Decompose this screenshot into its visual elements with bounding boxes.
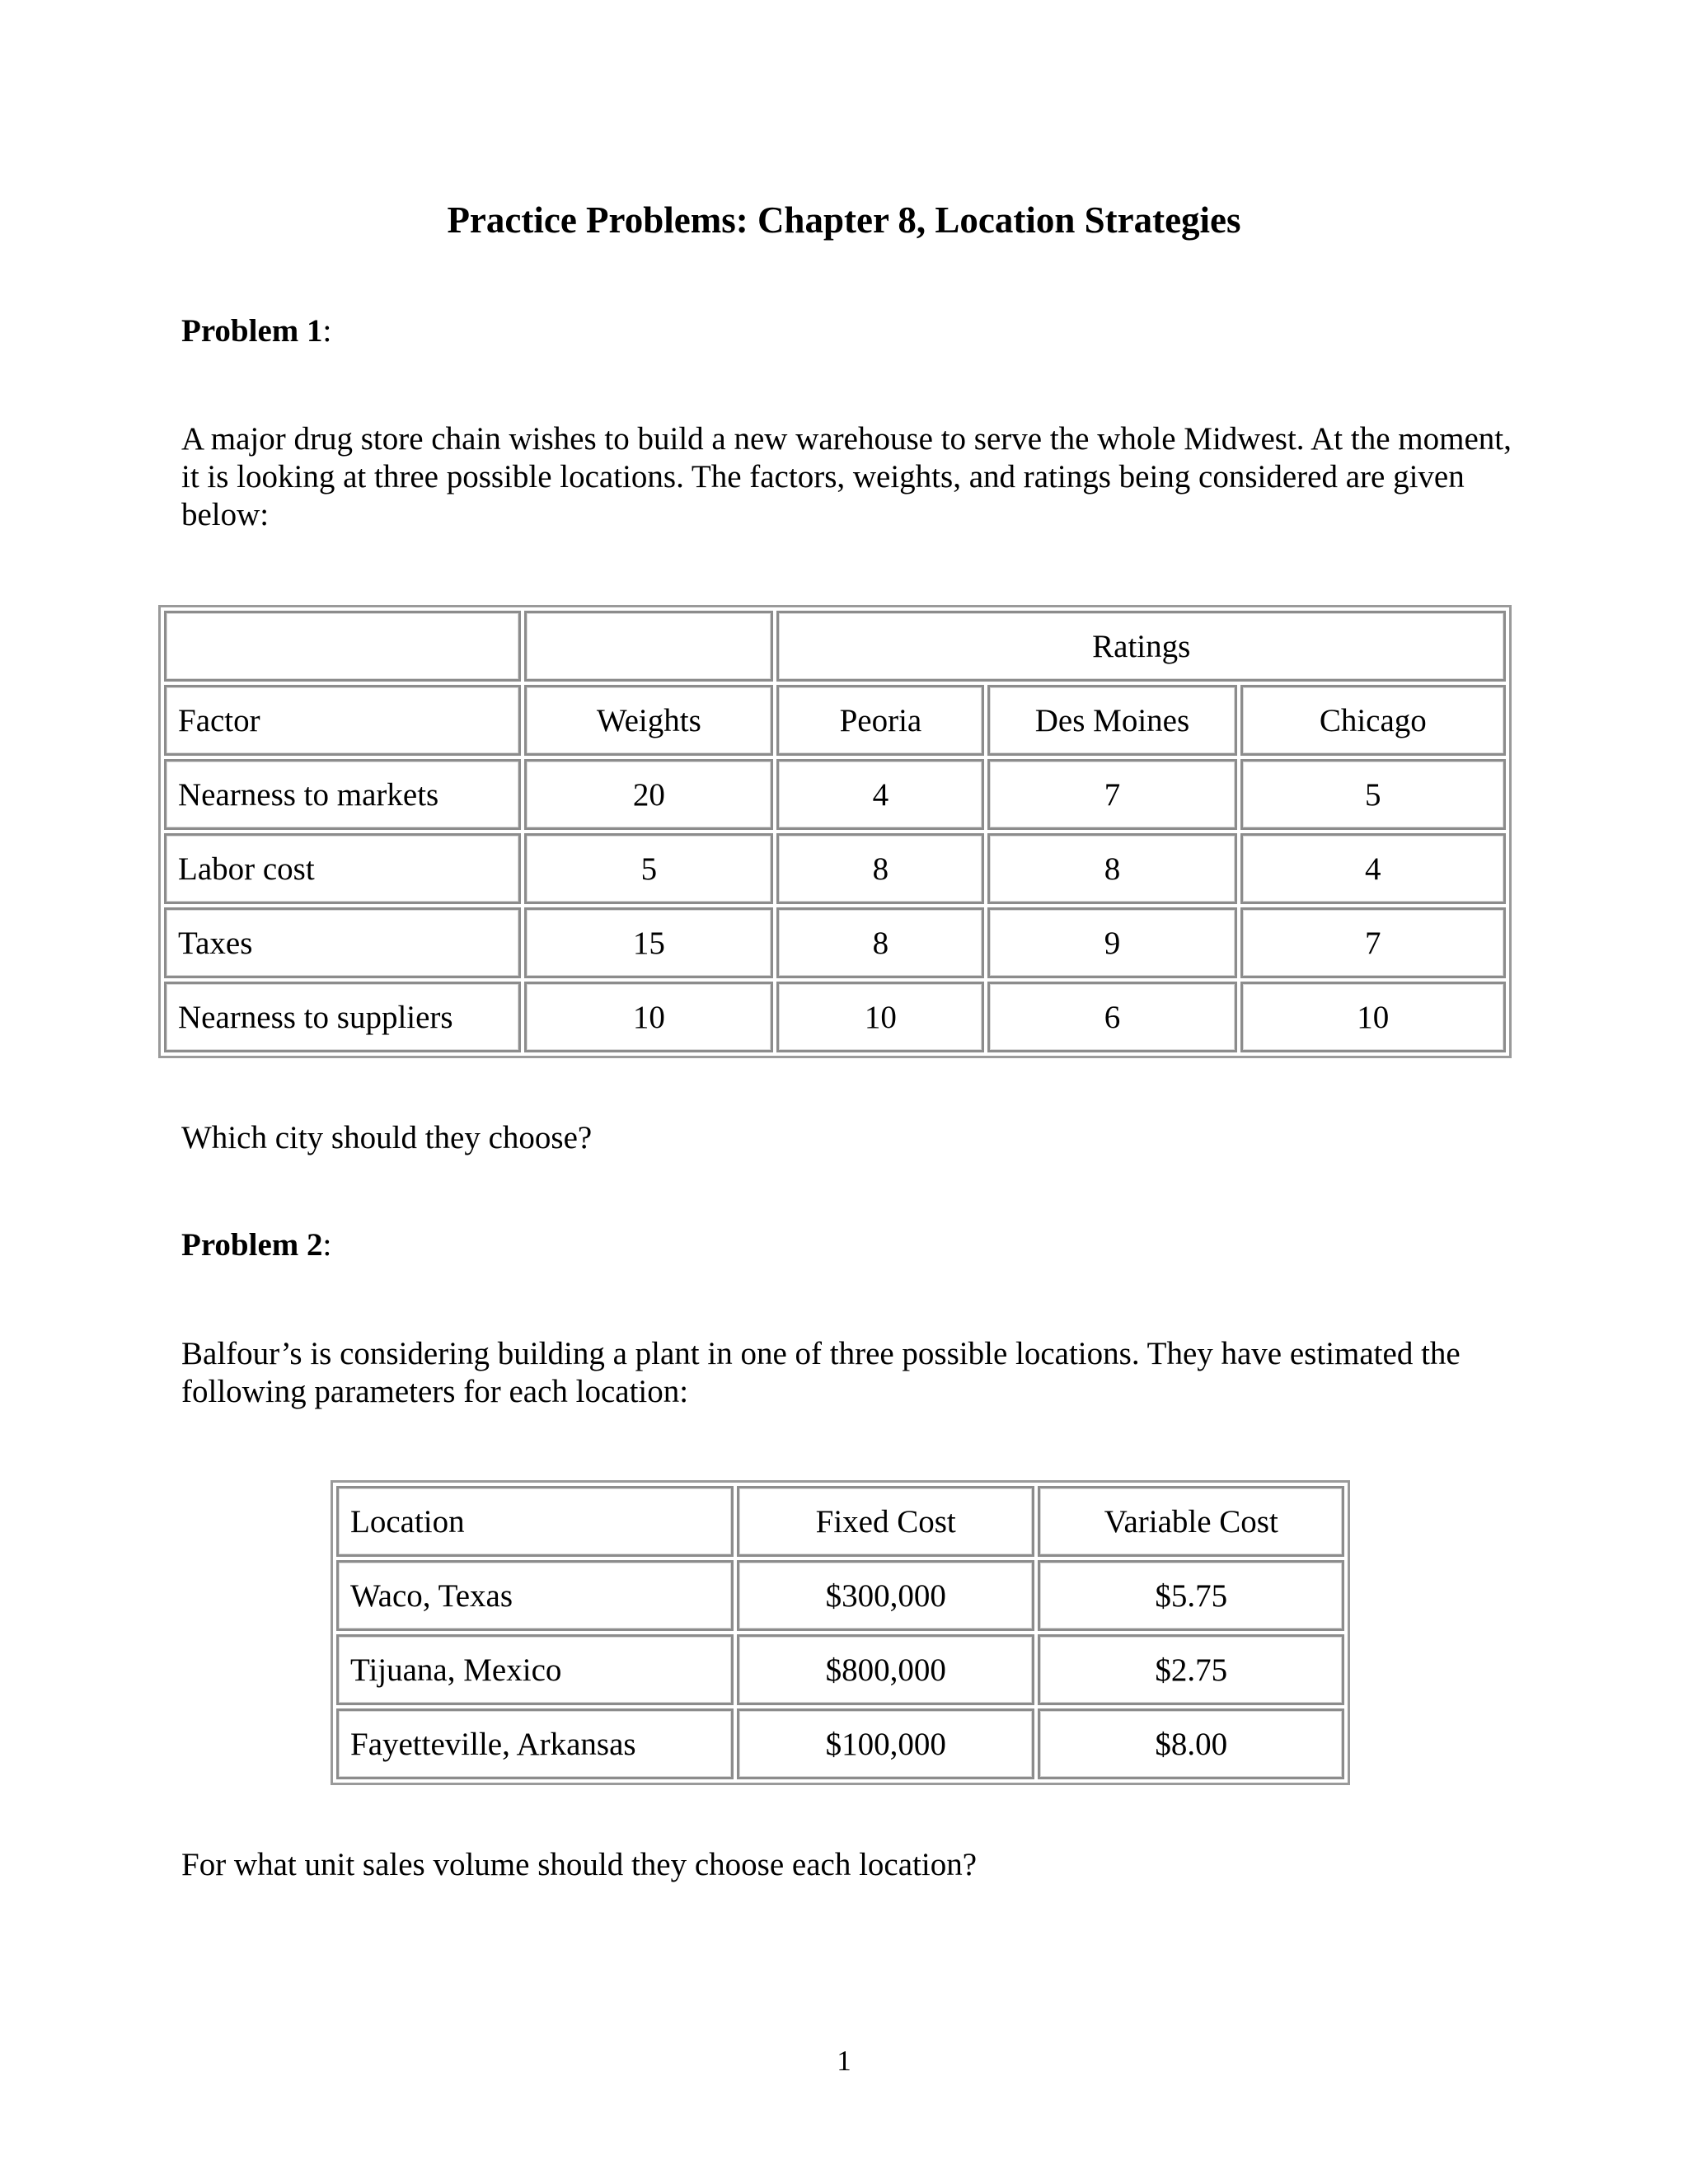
location-cell: Waco, Texas <box>336 1560 734 1631</box>
factor-cell: Nearness to markets <box>164 759 521 830</box>
problem-1-question: Which city should they choose? <box>181 1120 593 1155</box>
table-row <box>164 759 1506 830</box>
rating-cell: 10 <box>1240 982 1506 1052</box>
weight-cell: 5 <box>524 833 773 904</box>
empty-header-cell <box>524 611 773 682</box>
problem-2-label: Problem 2 <box>181 1227 323 1263</box>
rating-cell: 4 <box>1240 833 1506 904</box>
header-weights: Weights <box>524 685 773 756</box>
page-title: Practice Problems: Chapter 8, Location Strategies <box>447 199 1241 241</box>
rating-cell: 8 <box>776 907 984 978</box>
variable-cost-cell: $2.75 <box>1038 1634 1344 1705</box>
weight-cell: 15 <box>524 907 773 978</box>
weight-cell: 20 <box>524 759 773 830</box>
table-row <box>336 1634 1344 1705</box>
location-cell: Fayetteville, Arkansas <box>336 1708 734 1779</box>
header-des-moines: Des Moines <box>987 685 1236 756</box>
fixed-cost-cell: $300,000 <box>737 1560 1034 1631</box>
rating-cell: 4 <box>776 759 984 830</box>
table-row <box>164 833 1506 904</box>
problem-1-heading <box>181 311 331 352</box>
rating-cell: 9 <box>987 907 1236 978</box>
header-chicago: Chicago <box>1240 685 1506 756</box>
rating-cell: 8 <box>776 833 984 904</box>
rating-cell: 10 <box>776 982 984 1052</box>
weight-cell: 10 <box>524 982 773 1052</box>
header-fixed-cost: Fixed Cost <box>737 1486 1034 1557</box>
rating-cell: 5 <box>1240 759 1506 830</box>
problem-2-intro: Balfour’s is considering building a plant in one of three possible locations. They have estimated the following parameters for each location: <box>181 1336 1461 1409</box>
rating-cell: 8 <box>987 833 1236 904</box>
fixed-cost-cell: $100,000 <box>737 1708 1034 1779</box>
header-factor: Factor <box>164 685 521 756</box>
problem-1-colon: : <box>322 313 332 349</box>
fixed-cost-cell: $800,000 <box>737 1634 1034 1705</box>
problem-2-question: For what unit sales volume should they choose each location? <box>181 1847 978 1882</box>
rating-cell: 7 <box>987 759 1236 830</box>
factor-cell: Taxes <box>164 907 521 978</box>
header-location: Location <box>336 1486 734 1557</box>
location-cell: Tijuana, Mexico <box>336 1634 734 1705</box>
rating-cell: 6 <box>987 982 1236 1052</box>
header-peoria: Peoria <box>776 685 984 756</box>
problem-1-label: Problem 1 <box>181 313 323 349</box>
problem-2-colon: : <box>322 1227 332 1263</box>
factor-cell: Nearness to suppliers <box>164 982 521 1052</box>
problem-1-intro: A major drug store chain wishes to build a new warehouse to serve the whole Midwest. At the moment, it is looking at three possible locations. The factors, weights, and ratings being considered are given below: <box>181 421 1512 532</box>
table-row <box>164 907 1506 978</box>
variable-cost-cell: $5.75 <box>1038 1560 1344 1631</box>
ratings-group-header: Ratings <box>776 611 1506 682</box>
table-row <box>336 1560 1344 1631</box>
ratings-group-header-row <box>164 611 1506 682</box>
problem-2-heading <box>181 1225 331 1266</box>
rating-cell: 7 <box>1240 907 1506 978</box>
empty-header-cell <box>164 611 521 682</box>
ratings-header-row <box>164 685 1506 756</box>
factor-cell: Labor cost <box>164 833 521 904</box>
table-row <box>336 1708 1344 1779</box>
header-variable-cost: Variable Cost <box>1038 1486 1344 1557</box>
page-number: 1 <box>837 2045 851 2077</box>
cost-header-row <box>336 1486 1344 1557</box>
location-cost-table <box>331 1480 1350 1785</box>
table-row <box>164 982 1506 1052</box>
variable-cost-cell: $8.00 <box>1038 1708 1344 1779</box>
ratings-table <box>158 605 1512 1058</box>
